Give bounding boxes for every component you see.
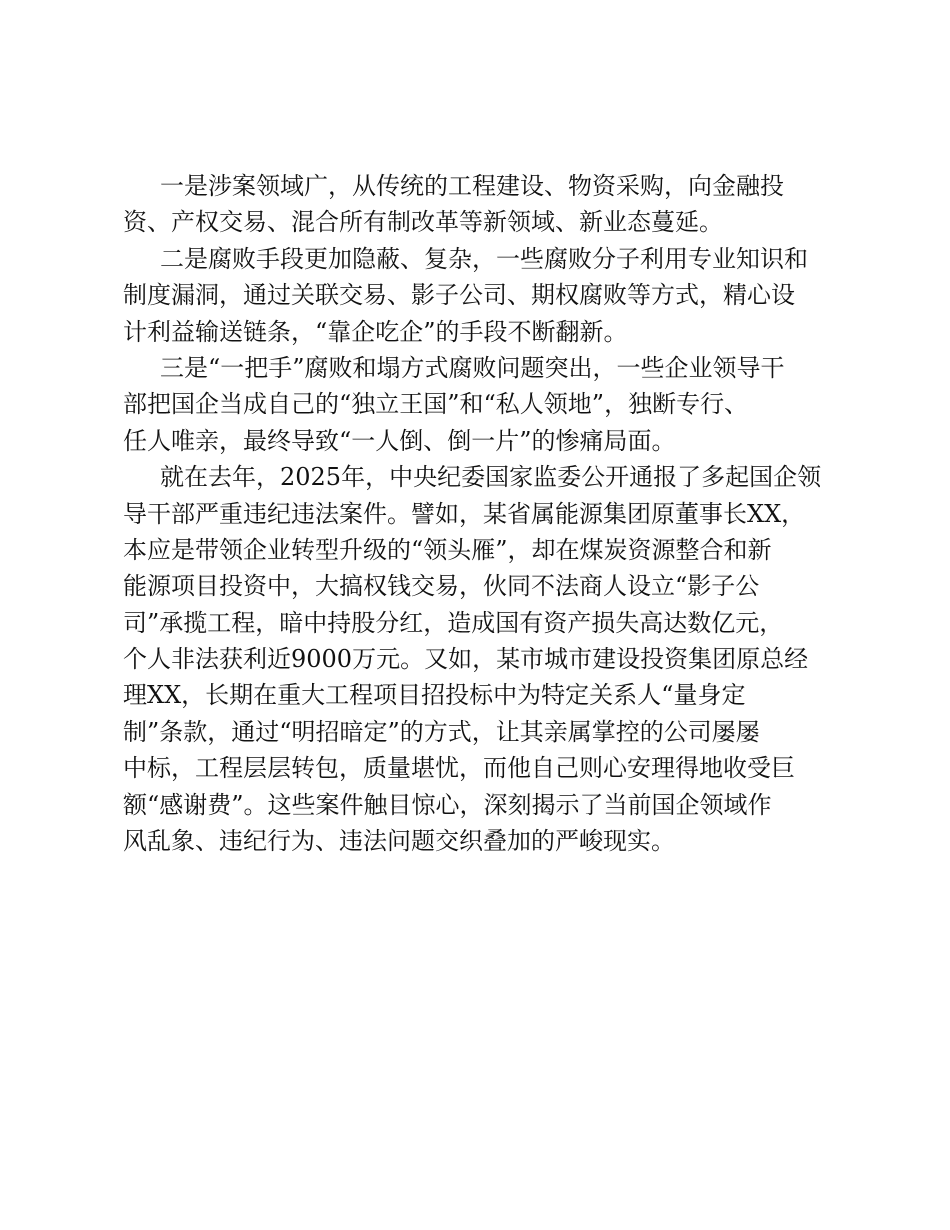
paragraph-line: 制度漏洞，通过关联交易、影子公司、期权腐败等方式，精心设 [123, 281, 795, 310]
paragraph-line: 部把国企当成自己的“独立王国”和“私人领地”，独断专行、 [123, 390, 749, 419]
paragraph-line: 理XX，长期在重大工程项目招投标中为特定关系人“量身定 [123, 681, 746, 710]
paragraph-line: 个人非法获利近9000万元。又如，某市城市建设投资集团原总经 [123, 645, 809, 674]
paragraph-line: 风乱象、违纪行为、违法问题交织叠加的严峻现实。 [123, 827, 675, 856]
paragraph-line: 一是涉案领域广，从传统的工程建设、物资采购，向金融投 [160, 172, 784, 200]
paragraph-3 [123, 350, 833, 459]
paragraph-line: 能源项目投资中，大搞权钱交易，伙同不法商人设立“影子公 [123, 572, 760, 601]
paragraph-4 [123, 459, 833, 859]
paragraph-line: 就在去年，2025年，中央纪委国家监委公开通报了多起国企领 [160, 463, 822, 492]
document-body [123, 168, 833, 859]
paragraph-line: 计利益输送链条，“靠企吃企”的手段不断翻新。 [123, 317, 628, 346]
paragraph-line: 二是腐败手段更加隐蔽、复杂，一些腐败分子利用专业知识和 [160, 244, 808, 273]
paragraph-line: 三是“一把手”腐败和塌方式腐败问题突出，一些企业领导干 [160, 353, 785, 382]
paragraph-line: 中标，工程层层转包，质量堪忧，而他自己则心安理得地收受巨 [123, 754, 795, 783]
paragraph-2 [123, 241, 833, 350]
paragraph-line: 导干部严重违纪违法案件。譬如，某省属能源集团原董事长XX， [123, 499, 806, 528]
paragraph-line: 制”条款，通过“明招暗定”的方式，让其亲属掌控的公司屡屡 [123, 717, 760, 746]
paragraph-line: 额“感谢费”。这些案件触目惊心，深刻揭示了当前国企领域作 [123, 790, 772, 819]
paragraph-1 [123, 168, 833, 241]
paragraph-line: 任人唯亲，最终导致“一人倒、倒一片”的惨痛局面。 [123, 426, 676, 455]
paragraph-line: 资、产权交易、混合所有制改革等新领域、新业态蔓延。 [123, 208, 723, 237]
paragraph-line: 司”承揽工程，暗中持股分红，造成国有资产损失高达数亿元， [123, 608, 784, 637]
paragraph-line: 本应是带领企业转型升级的“领头雁”，却在煤炭资源整合和新 [123, 535, 772, 564]
